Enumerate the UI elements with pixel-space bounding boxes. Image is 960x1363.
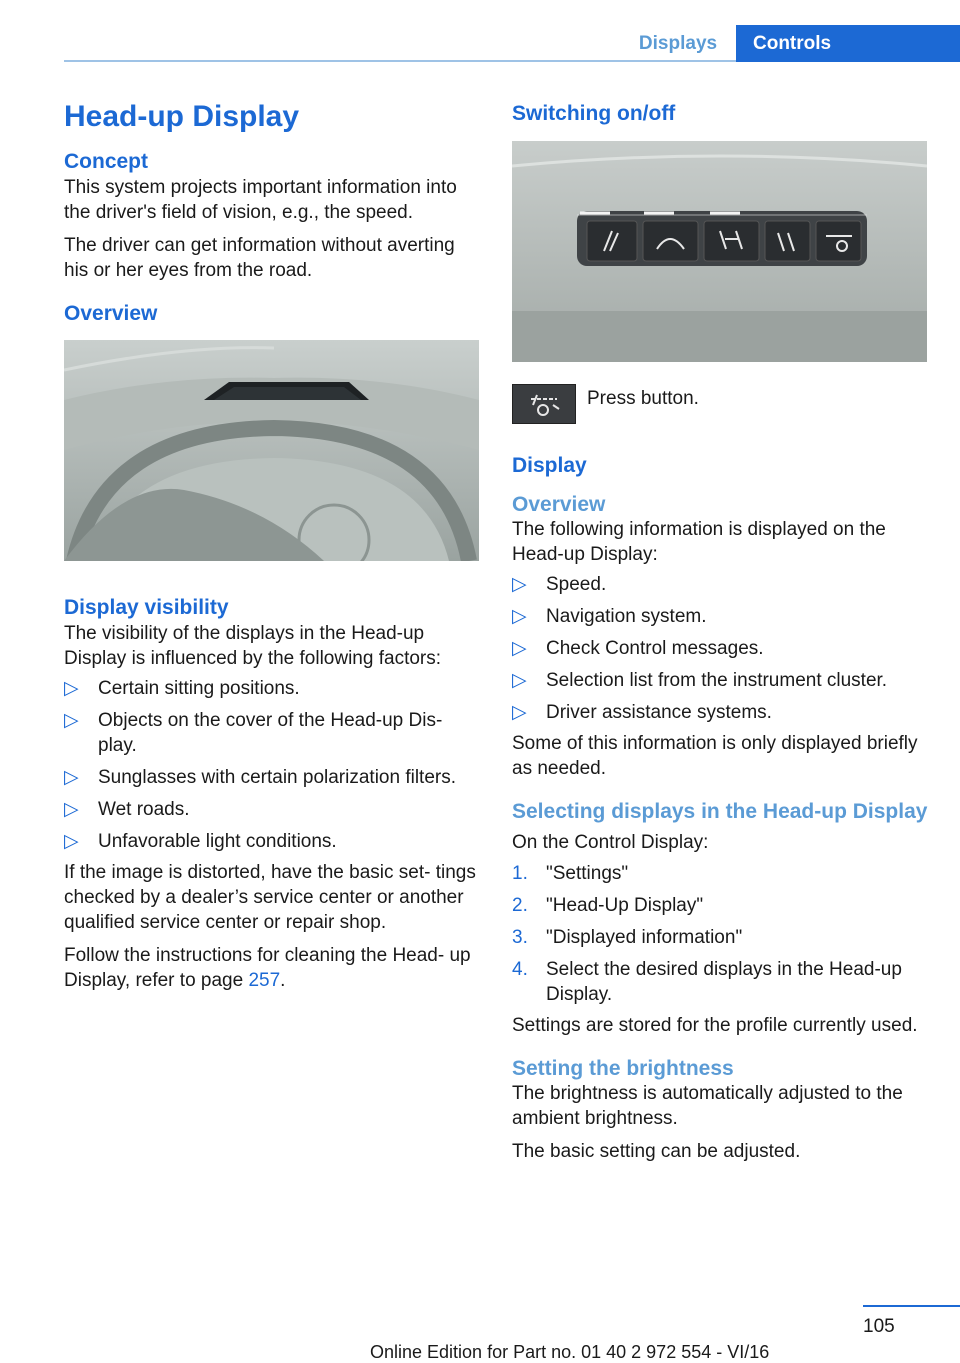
visibility-factor-list — [64, 676, 480, 854]
distorted-image-paragraph: If the image is distorted, have the basic set‐ tings checked by a dealer’s service center or another qualified service center or repair shop. — [64, 862, 476, 933]
bullet-triangle-icon: ▷ — [64, 767, 79, 788]
brightness-paragraph-2: The basic setting can be adjusted. — [512, 1141, 801, 1162]
list-item: ▷ Navigation system. — [512, 606, 707, 627]
footer-rule — [863, 1305, 960, 1307]
list-item: ▷ Driver assistance systems. — [512, 702, 772, 723]
bullet-triangle-icon: ▷ — [64, 799, 79, 820]
cleaning-paragraph: Follow the instructions for cleaning the Head- up Display, refer to page 257. — [64, 945, 471, 991]
brightness-heading: Setting the brightness — [512, 1057, 734, 1080]
display-heading: Display — [512, 454, 587, 477]
visibility-intro: The visibility of the displays in the Head-up Display is influenced by the following factors: — [64, 623, 442, 669]
list-item: ▷ Certain sitting positions. — [64, 678, 300, 699]
display-overview-intro: The following information is displayed on the Head-up Display: — [512, 519, 886, 565]
list-item: ▷ Selection list from the instrument cluster. — [512, 670, 888, 691]
edition-footer: Online Edition for Part no. 01 40 2 972 554 - VI/16 — [370, 1342, 770, 1362]
selecting-heading: Selecting displays in the Head-up Display — [512, 800, 928, 823]
displayed-information-list — [512, 572, 928, 725]
hud-symbol-icon — [513, 385, 575, 423]
right-column — [512, 100, 928, 1164]
bullet-triangle-icon: ▷ — [512, 574, 527, 595]
head-up-display-dashboard-image — [64, 340, 479, 561]
bullet-triangle-icon: ▷ — [512, 702, 527, 723]
list-item: 2. "Head-Up Display" — [512, 895, 704, 916]
list-item: ▷ Unfavorable light conditions. — [64, 831, 337, 852]
bullet-triangle-icon: ▷ — [512, 638, 527, 659]
selecting-intro: On the Control Display: — [512, 832, 709, 853]
overview-heading: Overview — [64, 302, 158, 325]
page-title: Head-up Display — [64, 100, 300, 133]
switching-heading: Switching on/off — [512, 102, 676, 125]
list-item: ▷ Objects on the cover of the Head-up Dis‐ play. — [64, 710, 443, 756]
visibility-heading: Display visibility — [64, 596, 229, 619]
list-item: 4. Select the desired displays in the Head-up Display. — [512, 959, 902, 1005]
bullet-triangle-icon: ▷ — [64, 831, 79, 852]
hud-button-icon — [512, 384, 576, 424]
page-reference-link[interactable]: 257 — [248, 970, 281, 991]
overview-note: Some of this information is only displayed briefly as needed. — [512, 733, 918, 779]
list-item: ▷ Wet roads. — [64, 799, 190, 820]
bullet-triangle-icon: ▷ — [64, 678, 79, 699]
bullet-triangle-icon: ▷ — [512, 606, 527, 627]
list-item: ▷ Speed. — [512, 574, 607, 595]
header-chapter-tab[interactable]: Controls — [736, 25, 960, 62]
concept-paragraph-2: The driver can get information without averting his or her eyes from the road. — [64, 235, 455, 281]
concept-heading: Concept — [64, 150, 148, 173]
bullet-triangle-icon: ▷ — [64, 710, 79, 731]
press-button-text: Press button. — [587, 388, 699, 409]
list-item: 1. "Settings" — [512, 863, 629, 884]
selecting-steps-list — [512, 861, 928, 1007]
display-overview-heading: Overview — [512, 493, 606, 516]
bullet-triangle-icon: ▷ — [512, 670, 527, 691]
left-column — [64, 100, 480, 993]
header-section-tab[interactable]: Displays — [638, 33, 718, 54]
list-item: ▷ Sunglasses with certain polarization filters. — [64, 767, 457, 788]
hud-button-panel-image — [512, 141, 927, 362]
press-button-row — [512, 382, 928, 426]
page-number: 105 — [863, 1316, 895, 1337]
brightness-paragraph-1: The brightness is automatically adjusted to the ambient brightness. — [512, 1083, 903, 1129]
list-item: 3. "Displayed information" — [512, 927, 743, 948]
settings-note: Settings are stored for the profile currently used. — [512, 1015, 918, 1036]
concept-paragraph-1: This system projects important information into the driver's field of vision, e.g., the speed. — [64, 177, 457, 223]
list-item: ▷ Check Control messages. — [512, 638, 764, 659]
